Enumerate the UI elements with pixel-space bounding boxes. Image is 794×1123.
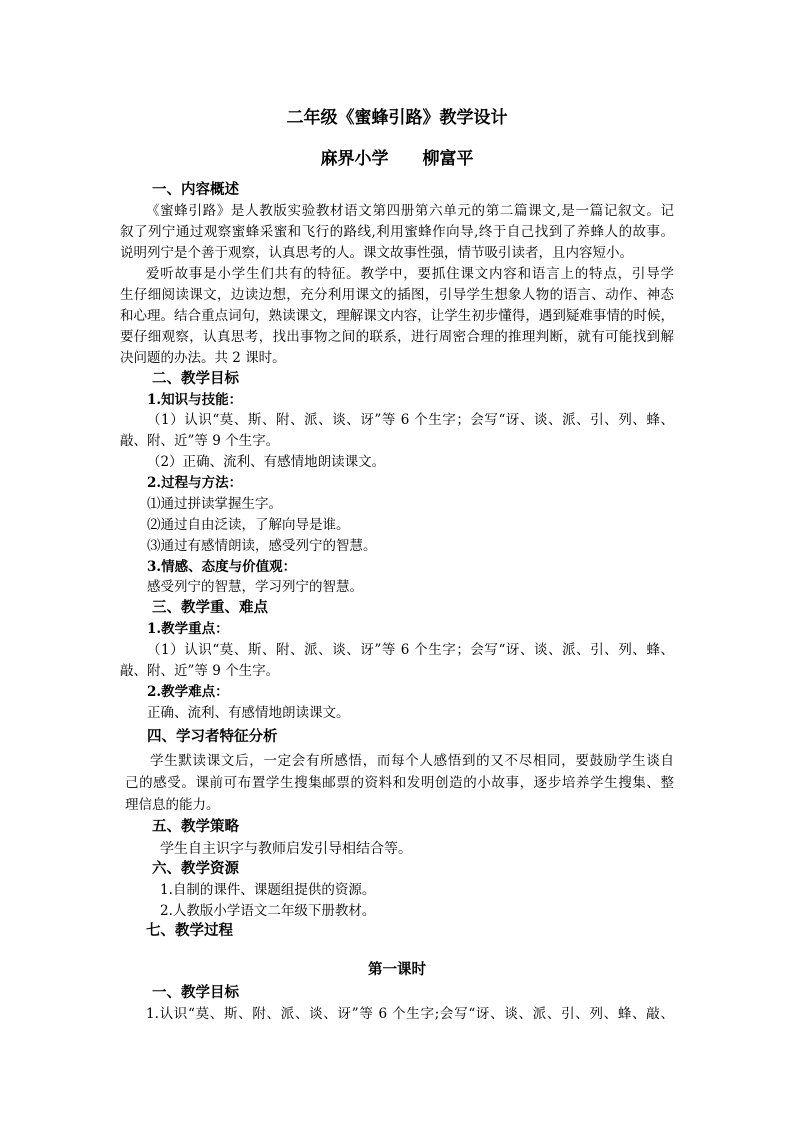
subsection-heading: 1.知识与技能： <box>147 392 243 408</box>
subsection-heading: 3.情感、态度与价值观： <box>147 559 297 575</box>
paragraph-line: 决问题的办法。共 2 课时。 <box>120 350 286 366</box>
paragraph-line: 《蜜蜂引路》是人教版实验教材语文第四册第六单元的第二篇课文,是一篇记叙文。记 <box>146 203 674 219</box>
paragraph-line: 2.人教版小学语文二年级下册教材。 <box>160 903 376 919</box>
subsection-heading: 2.过程与方法： <box>147 475 243 491</box>
section-heading: 一、教学目标 <box>152 984 239 1001</box>
section-heading: 四、学习者特征分析 <box>147 728 278 745</box>
paragraph-line: （1）认识“莫、斯、附、派、谈、讶”等 6 个生字；会写“讶、谈、派、引、列、蜂、 <box>147 412 674 428</box>
paragraph-line: 要仔细观察，认真思考，找出事物之间的联系，进行周密合理的推理判断，就有可能找到解 <box>120 329 674 345</box>
paragraph-line: ⑶通过有感情朗读，感受列宁的智慧。 <box>147 538 377 554</box>
section-heading: 一、内容概述 <box>152 181 239 198</box>
paragraph-line: 叙了列宁通过观察蜜蜂采蜜和飞行的路线,利用蜜蜂作向导,终于自己找到了养蜂人的故事。 <box>120 224 674 240</box>
paragraph-line: （2）正确、流利、有感情地朗读课文。 <box>147 454 386 470</box>
paragraph-line: （1）认识“莫、斯、附、派、谈、讶”等 6 个生字；会写“讶、谈、派、引、列、蜂、 <box>147 642 674 658</box>
section-heading: 二、教学目标 <box>152 370 239 387</box>
paragraph-line: 1.认识“莫、斯、附、派、谈、讶”等 6 个生字;会写“讶、谈、派、引、列、蜂、敲、 <box>146 1006 674 1022</box>
author-line: 麻界小学 柳富平 <box>320 149 474 169</box>
subsection-heading: 2.教学难点： <box>147 684 229 700</box>
paragraph-line: 敲、附、近”等 9 个生字。 <box>120 663 280 679</box>
paragraph-line: 己的感受。课前可布置学生搜集邮票的资料和发明创造的小故事，逐步培养学生搜集、整 <box>125 775 674 791</box>
paragraph-line: 学生自主识字与教师启发引导相结合等。 <box>160 841 412 857</box>
section-heading: 六、教学资源 <box>152 860 239 877</box>
paragraph-line: 生仔细阅读课文，边读边想，充分利用课文的插图，引导学生想象人物的语言、动作、神态 <box>120 287 674 303</box>
paragraph-line: 1.自制的课件、课题组提供的资源。 <box>160 882 376 898</box>
paragraph-line: 理信息的能力。 <box>125 797 220 813</box>
paragraph-line: ⑵通过自由泛读，了解向导是谁。 <box>147 517 350 533</box>
paragraph-line: 和心理。结合重点词句，熟读课文，理解课文内容，让学生初步懂得，遇到疑难事情的时候， <box>120 308 674 324</box>
paragraph-line: 爱听故事是小学生们共有的特征。教学中，要抓住课文内容和语言上的特点，引导学 <box>146 266 674 282</box>
paragraph-line: 学生默读课文后，一定会有所感悟，而每个人感悟到的又不尽相同，要鼓励学生谈自 <box>150 753 674 769</box>
page-title: 二年级《蜜蜂引路》教学设计 <box>286 108 508 128</box>
paragraph-line: 感受列宁的智慧，学习列宁的智慧。 <box>147 579 363 595</box>
section-heading: 五、教学策略 <box>152 818 239 835</box>
section-heading: 三、教学重、难点 <box>152 599 268 616</box>
paragraph-line: 敲、附、近”等 9 个生字。 <box>120 433 280 449</box>
section-heading: 七、教学过程 <box>146 922 233 939</box>
paragraph-line: ⑴通过拼读掌握生字。 <box>147 496 282 512</box>
paragraph-line: 说明列宁是个善于观察，认真思考的人。课文故事性强，情节吸引读者，且内容短小。 <box>120 245 633 261</box>
subsection-heading: 1.教学重点： <box>147 621 229 637</box>
lesson-heading: 第一课时 <box>368 961 426 978</box>
paragraph-line: 正确、流利、有感情地朗读课文。 <box>147 705 350 721</box>
